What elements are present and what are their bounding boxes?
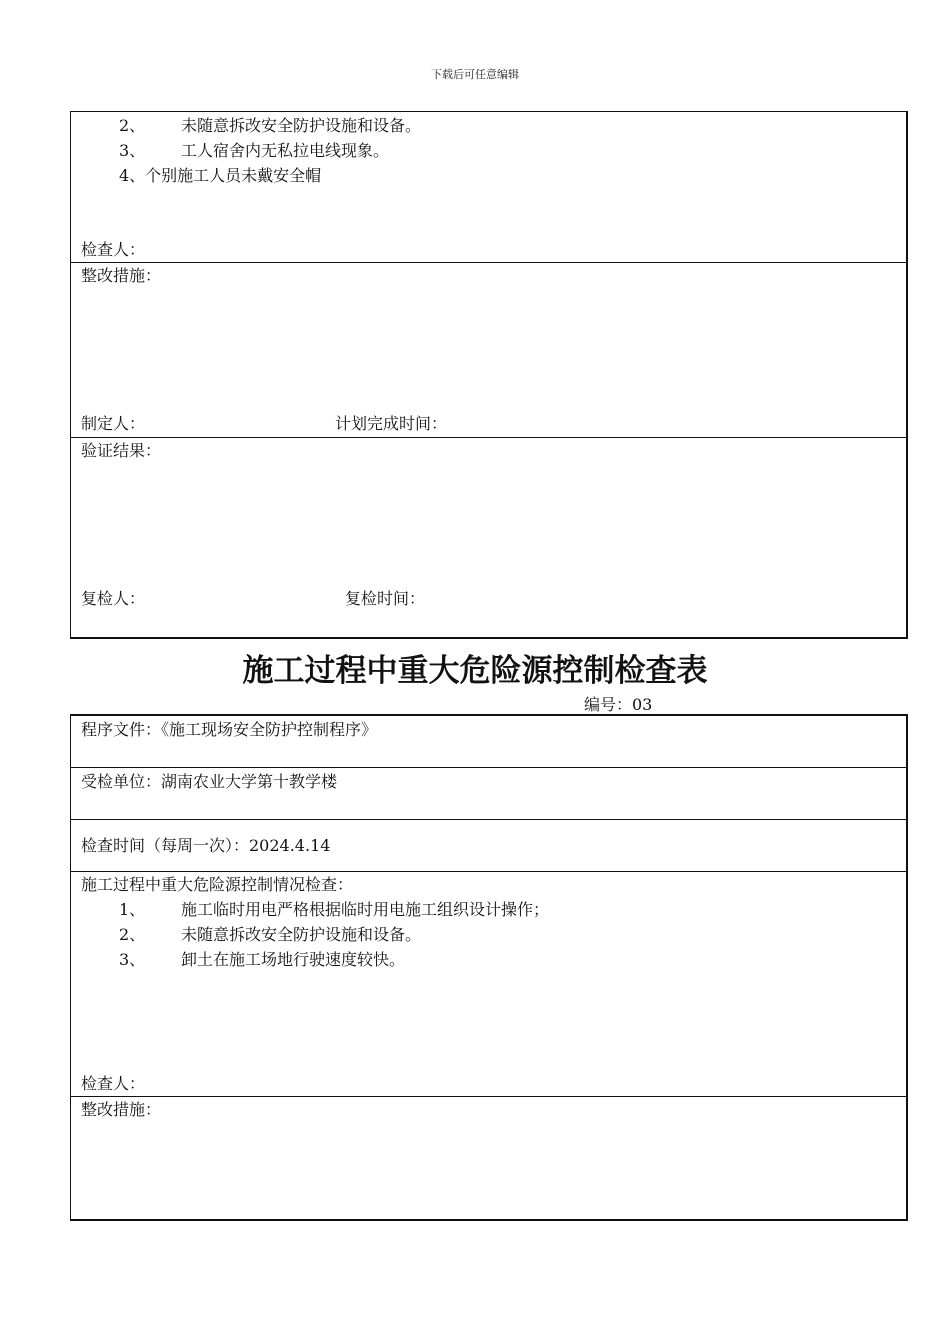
hazard-control-table	[70, 714, 908, 1221]
form-serial-number: 编号：03	[584, 695, 653, 714]
rectification-label: 整改措施：	[81, 266, 162, 285]
situation-item-2: 2、 未随意拆改安全防护设施和设备。	[119, 925, 422, 944]
verification-cell	[71, 438, 906, 638]
program-file-cell	[71, 716, 906, 768]
program-file-text: 程序文件：《施工现场安全防护控制程序》	[81, 720, 378, 739]
situation-cell	[71, 872, 906, 1097]
maker-label: 制定人：	[81, 414, 146, 433]
situation-item-1: 1、 施工临时用电严格根据临时用电施工组织设计操作；	[119, 900, 550, 919]
inspected-unit-text: 受检单位：湖南农业大学第十教学楼	[81, 772, 338, 791]
inspection-item-4: 4、个别施工人员未戴安全帽	[119, 166, 322, 185]
page-header-note: 下载后可任意编辑	[431, 68, 519, 81]
recheck-time-label: 复检时间：	[345, 589, 426, 608]
inspection-item-3: 3、 工人宿舍内无私拉电线现象。	[119, 141, 390, 160]
inspection-results-cell	[71, 112, 906, 263]
rectification-label-2: 整改措施：	[81, 1100, 162, 1119]
situation-item-3: 3、 卸土在施工场地行驶速度较快。	[119, 950, 406, 969]
form-continued-table	[70, 111, 908, 639]
verify-result-label: 验证结果：	[81, 441, 162, 460]
inspect-time-text: 检查时间（每周一次）：2024.4.14	[81, 836, 331, 855]
recheck-person-label: 复检人：	[81, 589, 146, 608]
inspect-time-cell	[71, 820, 906, 872]
rectification-cell	[71, 263, 906, 438]
form-title: 施工过程中重大危险源控制检查表	[242, 653, 708, 689]
inspector-label-2: 检查人：	[81, 1074, 146, 1093]
rectification-cell-2	[71, 1097, 906, 1221]
situation-label: 施工过程中重大危险源控制情况检查：	[81, 875, 354, 894]
inspector-label: 检查人：	[81, 240, 146, 259]
inspected-unit-cell	[71, 768, 906, 820]
inspection-item-2: 2、 未随意拆改安全防护设施和设备。	[119, 116, 422, 135]
plan-time-label: 计划完成时间：	[335, 414, 448, 433]
